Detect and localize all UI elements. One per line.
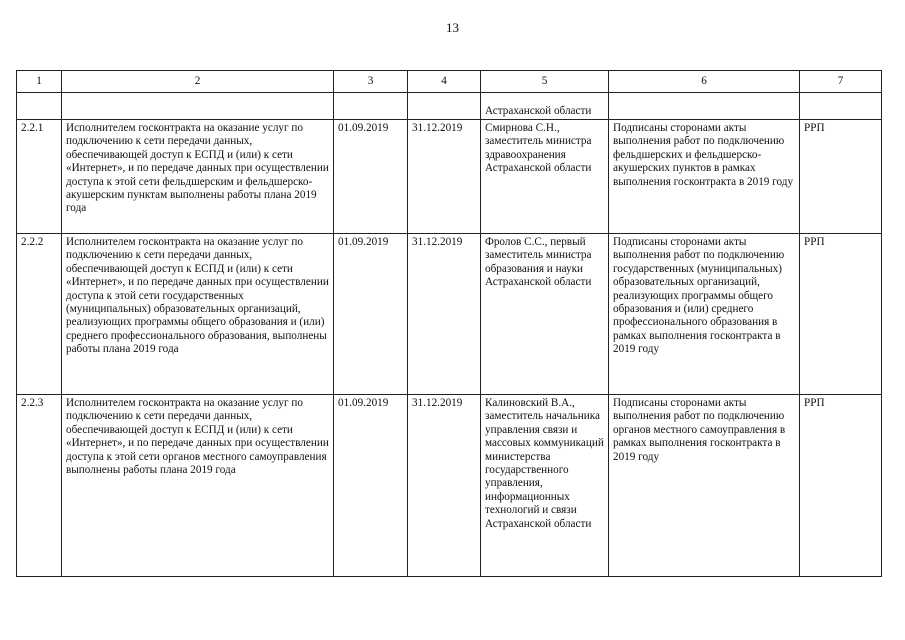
col-header-1: 1 [17,71,62,93]
col-header-6: 6 [609,71,800,93]
page-number: 13 [446,20,459,35]
end-date: 31.12.2019 [408,120,481,234]
item-number: 2.2.1 [17,120,62,234]
col-header-5: 5 [481,71,609,93]
control-type: РРП [800,120,882,234]
result: Подписаны сторонами акты выполнения работ по подключению фельдшерских и фельдшерско-акушерских пунктов в рамках выполнения госконтракта в 2019 году [609,120,800,234]
header-row [17,71,882,93]
start-date: 01.09.2019 [334,120,408,234]
item-number: 2.2.3 [17,395,62,577]
cell-empty [334,93,408,120]
result: Подписаны сторонами акты выполнения работ по подключению государственных (муниципальных) образовательных организаций, реализующих программы общего образования и (или) среднего профессионального образования в рамках выполнения госконтракта в 2019 году [609,234,800,395]
continuation-executor: Астраханской области [481,93,609,120]
control-type: РРП [800,234,882,395]
end-date: 31.12.2019 [408,234,481,395]
item-description: Исполнителем госконтракта на оказание услуг по подключению к сети передачи данных, обеспечивающей доступ к ЕСПД и (или) к сети «Интернет», и по передаче данных при осуществлении доступа к этой сети государственных (муниципальных) образовательных организаций, реализующих программы общего образования и (или) среднего профессионального образования, выполнены работы плана 2019 года [62,234,334,395]
plan-table [16,70,882,577]
cell-empty [17,93,62,120]
start-date: 01.09.2019 [334,395,408,577]
table-row [17,234,882,395]
executor: Калиновский В.А., заместитель начальника управления связи и массовых коммуникаций министерства государственного управления, информационных технологий и связи Астраханской области [481,395,609,577]
col-header-3: 3 [334,71,408,93]
end-date: 31.12.2019 [408,395,481,577]
result: Подписаны сторонами акты выполнения работ по подключению органов местного самоуправления в рамках выполнения госконтракта в 2019 году [609,395,800,577]
cell-empty [408,93,481,120]
col-header-2: 2 [62,71,334,93]
cell-empty [62,93,334,120]
cell-empty [800,93,882,120]
col-header-7: 7 [800,71,882,93]
item-description: Исполнителем госконтракта на оказание услуг по подключению к сети передачи данных, обеспечивающей доступ к ЕСПД и (или) к сети «Интернет», и по передаче данных при осуществлении доступа к этой сети органов местного самоуправления выполнены работы плана 2019 года [62,395,334,577]
control-type: РРП [800,395,882,577]
col-header-4: 4 [408,71,481,93]
item-description: Исполнителем госконтракта на оказание услуг по подключению к сети передачи данных, обеспечивающей доступ к ЕСПД и (или) к сети «Интернет», и по передаче данных при осуществлении доступа к этой сети фельдшерским и фельдшерско-акушерским пунктам выполнены работы плана 2019 года [62,120,334,234]
executor: Смирнова С.Н., заместитель министра здравоохранения Астраханской области [481,120,609,234]
item-number: 2.2.2 [17,234,62,395]
table-row [17,395,882,577]
table-row [17,120,882,234]
executor: Фролов С.С., первый заместитель министра образования и науки Астраханской области [481,234,609,395]
continuation-row [17,93,882,120]
start-date: 01.09.2019 [334,234,408,395]
cell-empty [609,93,800,120]
